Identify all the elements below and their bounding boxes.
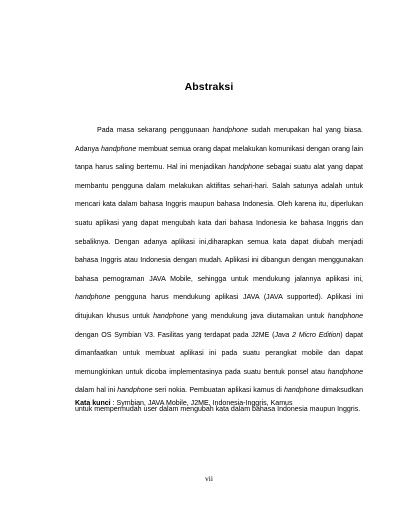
- italic-term: handphone: [228, 164, 264, 172]
- italic-term: handphone: [212, 127, 248, 134]
- text-run: dimaksudkan untuk mempermudah user dalam mengubah kata dalam bahasa Indonesia maupun Inggris.: [75, 387, 363, 413]
- text-run: sudah merupakan hal yang biasa. Adanya: [75, 127, 364, 153]
- text-run: Pada masa sekarang penggunaan: [97, 127, 213, 134]
- page-number: vii: [205, 474, 213, 483]
- text-run: yang mendukung java diutamakan untuk: [188, 312, 328, 320]
- abstract-paragraph: [75, 122, 363, 420]
- italic-term: handphone: [117, 387, 153, 395]
- italic-term: handphone: [327, 312, 363, 320]
- text-run: pengguna harus mendukung aplikasi JAVA (JAVA supported). Aplikasi ini ditujukan khusus untuk: [75, 294, 363, 320]
- text-run: dengan OS Symbian V3. Fasilitas yang terdapat pada J2ME (: [75, 331, 275, 339]
- italic-term: handphone: [283, 387, 320, 395]
- italic-term: Java 2 Micro Edition: [274, 331, 341, 339]
- text-run: sebagai suatu alat yang dapat membantu pengguna dalam melakukan aktifitas sehari-hari. Salah satunya adalah untuk mencari kata dalam bahasa Inggris maupun bahasa Indonesia. Oleh karena itu, diperlukan suatu aplikasi yang dapat mengubah kata dari bahasa Indonesia ke bahasa Inggris dan sebaliknya. Dengan adanya aplikasi ini,diharapkan semua kata dapat diubah menjadi bahasa Inggris atau Indonesia dengan mudah. Aplikasi ini dibangun dengan menggunakan bahasa pemograman JAVA Mobile, sehingga untuk mendukung jalannya aplikasi ini,: [75, 164, 363, 283]
- italic-term: handphone: [100, 145, 137, 153]
- text-run: seri nokia. Pembuatan aplikasi kamus di: [152, 387, 284, 395]
- text-run: dalam hal ini: [75, 387, 118, 395]
- italic-term: handphone: [153, 312, 189, 320]
- keywords-separator: :: [110, 400, 117, 407]
- italic-term: handphone: [75, 294, 111, 302]
- document-title: Abstraksi: [184, 81, 234, 93]
- text-run: ) dapat dimanfaatkan untuk membuat aplikasi ini pada suatu perangkat mobile dan dapat memungkinkan untuk dicoba implementasinya pada suatu bentuk ponsel atau: [75, 331, 363, 376]
- keywords-line: [75, 398, 365, 410]
- keywords-value: Symbian, JAVA Mobile, J2ME, Indonesia-Inggris, Kamus: [116, 400, 293, 407]
- text-run: membuat semua orang dapat melakukan komunikasi dengan orang lain tanpa harus saling bertemu. Hal ini menjadikan: [75, 145, 364, 172]
- italic-term: handphone: [327, 368, 363, 376]
- keywords-label: Kata kunci: [75, 400, 111, 407]
